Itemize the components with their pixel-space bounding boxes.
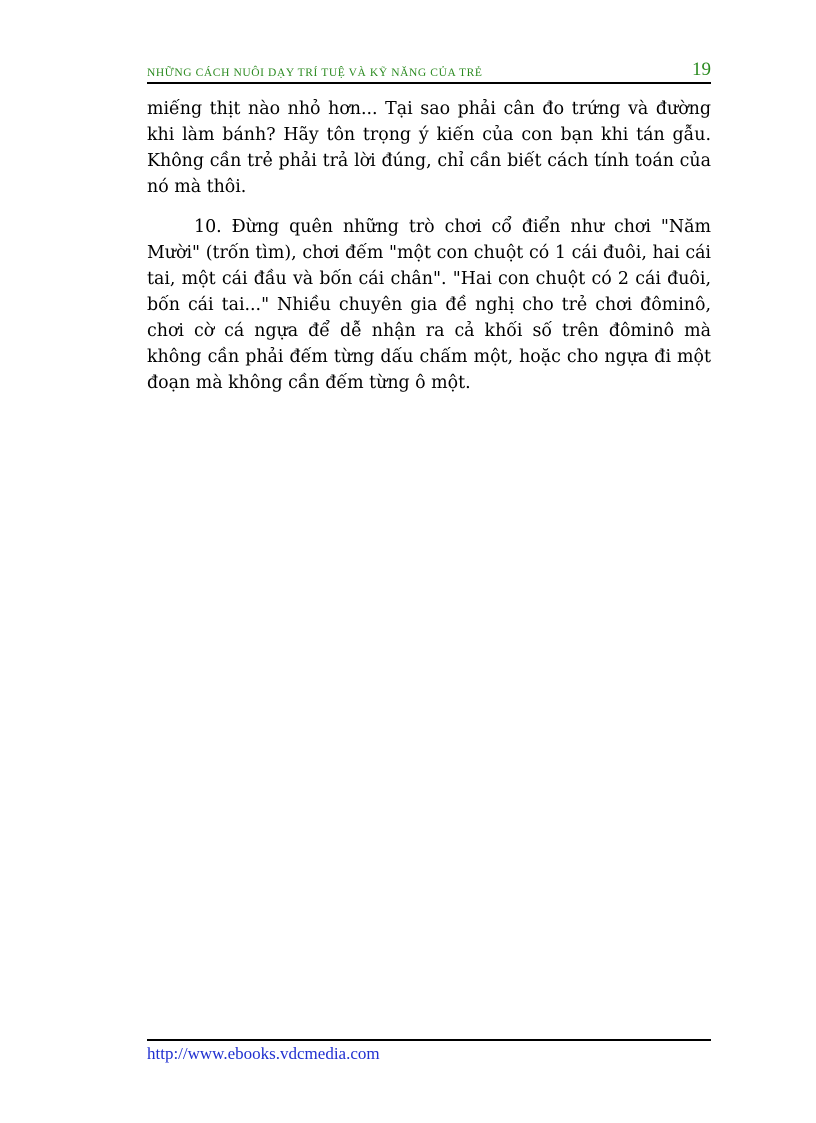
book-title: NHỮNG CÁCH NUÔI DẠY TRÍ TUỆ VÀ KỸ NĂNG CỦA TRẺ [147, 67, 483, 79]
page-body [147, 96, 711, 396]
header-divider [147, 82, 711, 84]
paragraph: miếng thịt nào nhỏ hơn... Tại sao phải cân đo trứng và đường khi làm bánh? Hãy tôn trọng ý kiến của con bạn khi tán gẫu. Không cần trẻ phải trả lời đúng, chỉ cần biết cách tính toán của nó mà thôi. [147, 99, 711, 197]
footer-website-link[interactable]: http://www.ebooks.vdcmedia.com [147, 1044, 380, 1063]
page-number: 19 [692, 59, 711, 80]
paragraph-item-10: 10. Đừng quên những trò chơi cổ điển như chơi "Năm Mười" (trốn tìm), chơi đếm "một con chuột có 1 cái đuôi, hai cái tai, một cái đầu và bốn cái chân". "Hai con chuột có 2 cái đuôi, bốn cái tai..." Nhiều chuyên gia đề nghị cho trẻ chơi đôminô, chơi cờ cá ngựa để dễ nhận ra cả khối số trên đôminô mà không cần phải đếm từng dấu chấm một, hoặc cho ngựa đi một đoạn mà không cần đếm từng ô một. [147, 217, 711, 393]
page-header [147, 60, 711, 82]
footer-divider [147, 1039, 711, 1041]
